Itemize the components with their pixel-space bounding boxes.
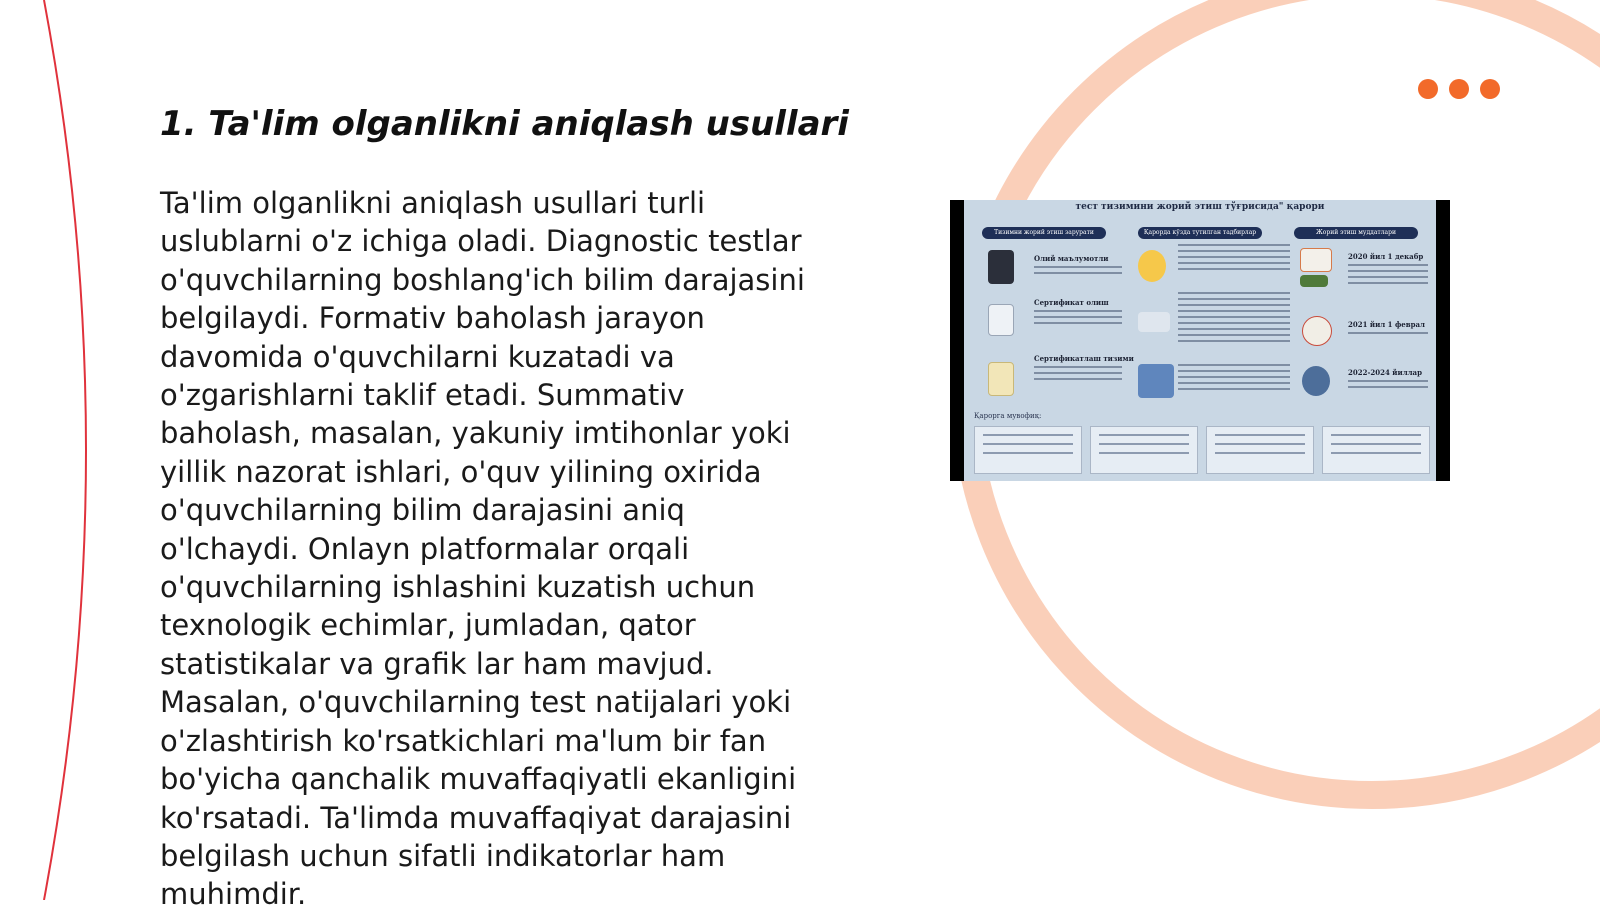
text-lines bbox=[1348, 264, 1428, 288]
graduate-icon bbox=[988, 250, 1014, 284]
infographic-footer-box bbox=[1206, 426, 1314, 474]
hands-icon bbox=[1138, 312, 1170, 332]
text-lines bbox=[1348, 380, 1428, 392]
infographic-item-label: Олий маълумотли bbox=[1034, 254, 1109, 263]
infographic-footer-box bbox=[974, 426, 1082, 474]
left-curve-line bbox=[44, 0, 86, 900]
dot-icon bbox=[1418, 79, 1438, 99]
text-lines bbox=[1178, 364, 1290, 394]
infographic-column-head: Қарорда кўзда тутилган тадбирлар bbox=[1138, 227, 1262, 239]
infographic-footer-box bbox=[1322, 426, 1430, 474]
text-lines bbox=[1178, 244, 1290, 274]
infographic-column-head: Жорий этиш муддатлари bbox=[1294, 227, 1418, 239]
infographic-title: тест тизимини жорий этиш тўғрисида" қарори bbox=[1075, 202, 1325, 212]
document-icon bbox=[988, 304, 1014, 336]
infographic-item-label: 2021 йил 1 феврал bbox=[1348, 320, 1425, 329]
text-lines bbox=[1034, 266, 1122, 278]
dot-icon bbox=[1449, 79, 1469, 99]
infographic-item-label: 2020 йил 1 декабр bbox=[1348, 252, 1424, 261]
infographic-panel bbox=[964, 200, 1436, 481]
text-lines bbox=[1348, 332, 1428, 338]
dot-icon bbox=[1480, 79, 1500, 99]
infographic-image bbox=[950, 200, 1450, 481]
board-icon bbox=[1300, 275, 1328, 287]
lightbulb-icon bbox=[1138, 250, 1166, 282]
infographic-item-label: 2022-2024 йиллар bbox=[1348, 368, 1422, 377]
menu-dots bbox=[1418, 79, 1500, 99]
book-icon bbox=[1300, 248, 1332, 272]
certificate-icon bbox=[988, 362, 1014, 396]
slide-title: 1. Ta'lim olganlikni aniqlash usullari bbox=[160, 104, 849, 144]
slide-body-text: Ta'lim olganlikni aniqlash usullari turli uslublarni o'z ichiga oladi. Diagnostic testlar o'quvchilarning boshlang'ich bilim darajasini belgilaydi. Formativ baholash jarayon davomida o'quvchilarni kuzatadi va o'zgarishlarni taklif etadi. Summativ baholash, masalan, yakuniy imtihonlar yoki yillik nazorat ishlari, o'quv yilining oxirida o'quvchilarning bilim darajasini aniq o'lchaydi. Onlayn platformalar orqali o'quvchilarning ishlashini kuzatish uchun texnologik echimlar, jumladan, qator statistikalar va grafik lar ham mavjud. Masalan, o'quvchilarning test natijalari yoki o'zlashtirish ko'rsatkichlari ma'lum bir fan bo'yicha qanchalik muvaffaqiyatli ekanligini ko'rsatadi. Ta'limda muvaffaqiyat darajasini belgilash uchun sifatli indikatorlar ham muhimdir. bbox=[160, 186, 805, 912]
building-icon bbox=[1138, 364, 1174, 398]
infographic-footer-label: Қарорга мувофиқ: bbox=[974, 412, 1042, 420]
lab-flask-icon bbox=[1302, 316, 1332, 346]
infographic-column-head: Тизимни жорий этиш зарурати bbox=[982, 227, 1106, 239]
infographic-item-label: Сертификат олиш bbox=[1034, 298, 1109, 307]
infographic-item-label: Сертификатлаш тизими bbox=[1034, 354, 1134, 363]
text-lines bbox=[1178, 292, 1290, 346]
globe-icon bbox=[1302, 366, 1330, 396]
infographic-footer-box bbox=[1090, 426, 1198, 474]
text-lines bbox=[1034, 366, 1122, 384]
text-lines bbox=[1034, 310, 1122, 328]
